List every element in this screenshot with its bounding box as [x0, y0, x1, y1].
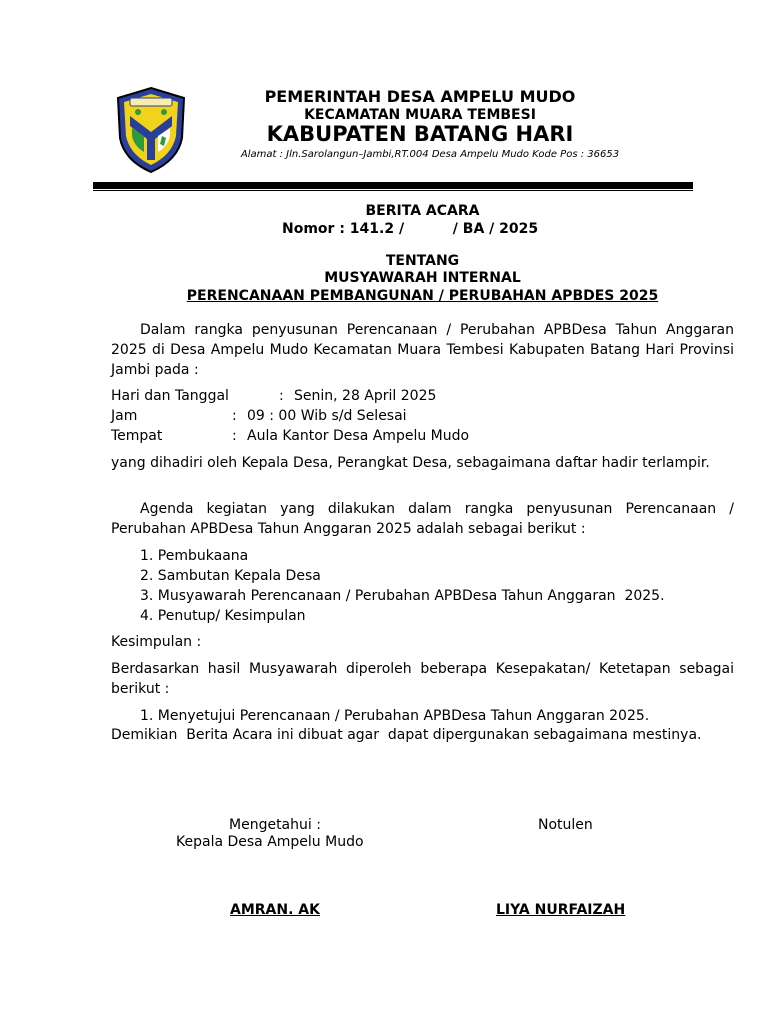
regency-emblem-logo: [114, 86, 188, 174]
detail-value: 09 : 00 Wib s/d Selesai: [247, 408, 407, 424]
document-number: Nomor : 141.2 / / BA / 2025: [282, 221, 539, 237]
document-type: BERITA ACARA: [365, 203, 480, 219]
detail-colon: :: [279, 388, 284, 404]
signature-name-notulen: LIYA NURFAIZAH: [496, 902, 626, 918]
subject-line-1: MUSYAWARAH INTERNAL: [324, 270, 521, 286]
detail-value: Senin, 28 April 2025: [294, 388, 437, 404]
conclusion-paragraph: Berdasarkan hasil Musyawarah diperoleh beberapa Kesepakatan/ Ketetapan sebagai berikut :: [111, 661, 734, 697]
decision-item: 1. Menyetujui Perencanaan / Perubahan APBDesa Tahun Anggaran 2025.: [140, 708, 650, 724]
conclusion-label: Kesimpulan :: [111, 634, 202, 650]
signature-notulen-label: Notulen: [538, 817, 593, 833]
subject-line-2: PERENCANAAN PEMBANGUNAN / PERUBAHAN APBDES 2025: [186, 288, 659, 304]
signature-name-village-head: AMRAN. AK: [230, 902, 320, 918]
letterhead-rule-thick: [93, 182, 693, 189]
detail-colon: :: [232, 408, 237, 424]
letterhead-regency: KABUPATEN BATANG HARI: [266, 122, 574, 146]
letterhead-government: PEMERINTAH DESA AMPELU MUDO: [264, 87, 576, 106]
letterhead-address: Alamat : Jln.Sarolangun–Jambi,RT.004 Desa Ampelu Mudo Kode Pos : 36653: [240, 149, 620, 160]
detail-label: Tempat: [111, 428, 163, 444]
about-heading: TENTANG: [385, 253, 460, 269]
detail-value: Aula Kantor Desa Ampelu Mudo: [247, 428, 470, 444]
attendance-paragraph: yang dihadiri oleh Kepala Desa, Perangkat Desa, sebagaimana daftar hadir terlampir.: [111, 455, 710, 471]
detail-label: Hari dan Tanggal: [111, 388, 229, 404]
agenda-item: 4. Penutup/ Kesimpulan: [140, 608, 306, 624]
agenda-item: 1. Pembukaana: [140, 548, 249, 564]
signature-acknowledged-label: Mengetahui :: [229, 817, 321, 833]
agenda-item: 3. Musyawarah Perencanaan / Perubahan APBDesa Tahun Anggaran 2025.: [140, 588, 665, 604]
agenda-intro-paragraph: Agenda kegiatan yang dilakukan dalam rangka penyusunan Perencanaan / Perubahan APBDesa Tahun Anggaran 2025 adalah sebagai berikut :: [111, 501, 734, 537]
detail-colon: :: [232, 428, 237, 444]
intro-paragraph: Dalam rangka penyusunan Perencanaan / Perubahan APBDesa Tahun Anggaran 2025 di Desa Ampelu Mudo Kecamatan Muara Tembesi Kabupaten Batang Hari Provinsi Jambi pada :: [111, 322, 734, 378]
letterhead-rule-thin: [93, 190, 693, 191]
detail-label: Jam: [111, 408, 138, 424]
agenda-item: 2. Sambutan Kepala Desa: [140, 568, 321, 584]
letterhead-district: KECAMATAN MUARA TEMBESI: [304, 107, 536, 123]
closing-paragraph: Demikian Berita Acara ini dibuat agar dapat dipergunakan sebagaimana mestinya.: [111, 727, 702, 743]
signature-village-head-title: Kepala Desa Ampelu Mudo: [176, 834, 364, 850]
